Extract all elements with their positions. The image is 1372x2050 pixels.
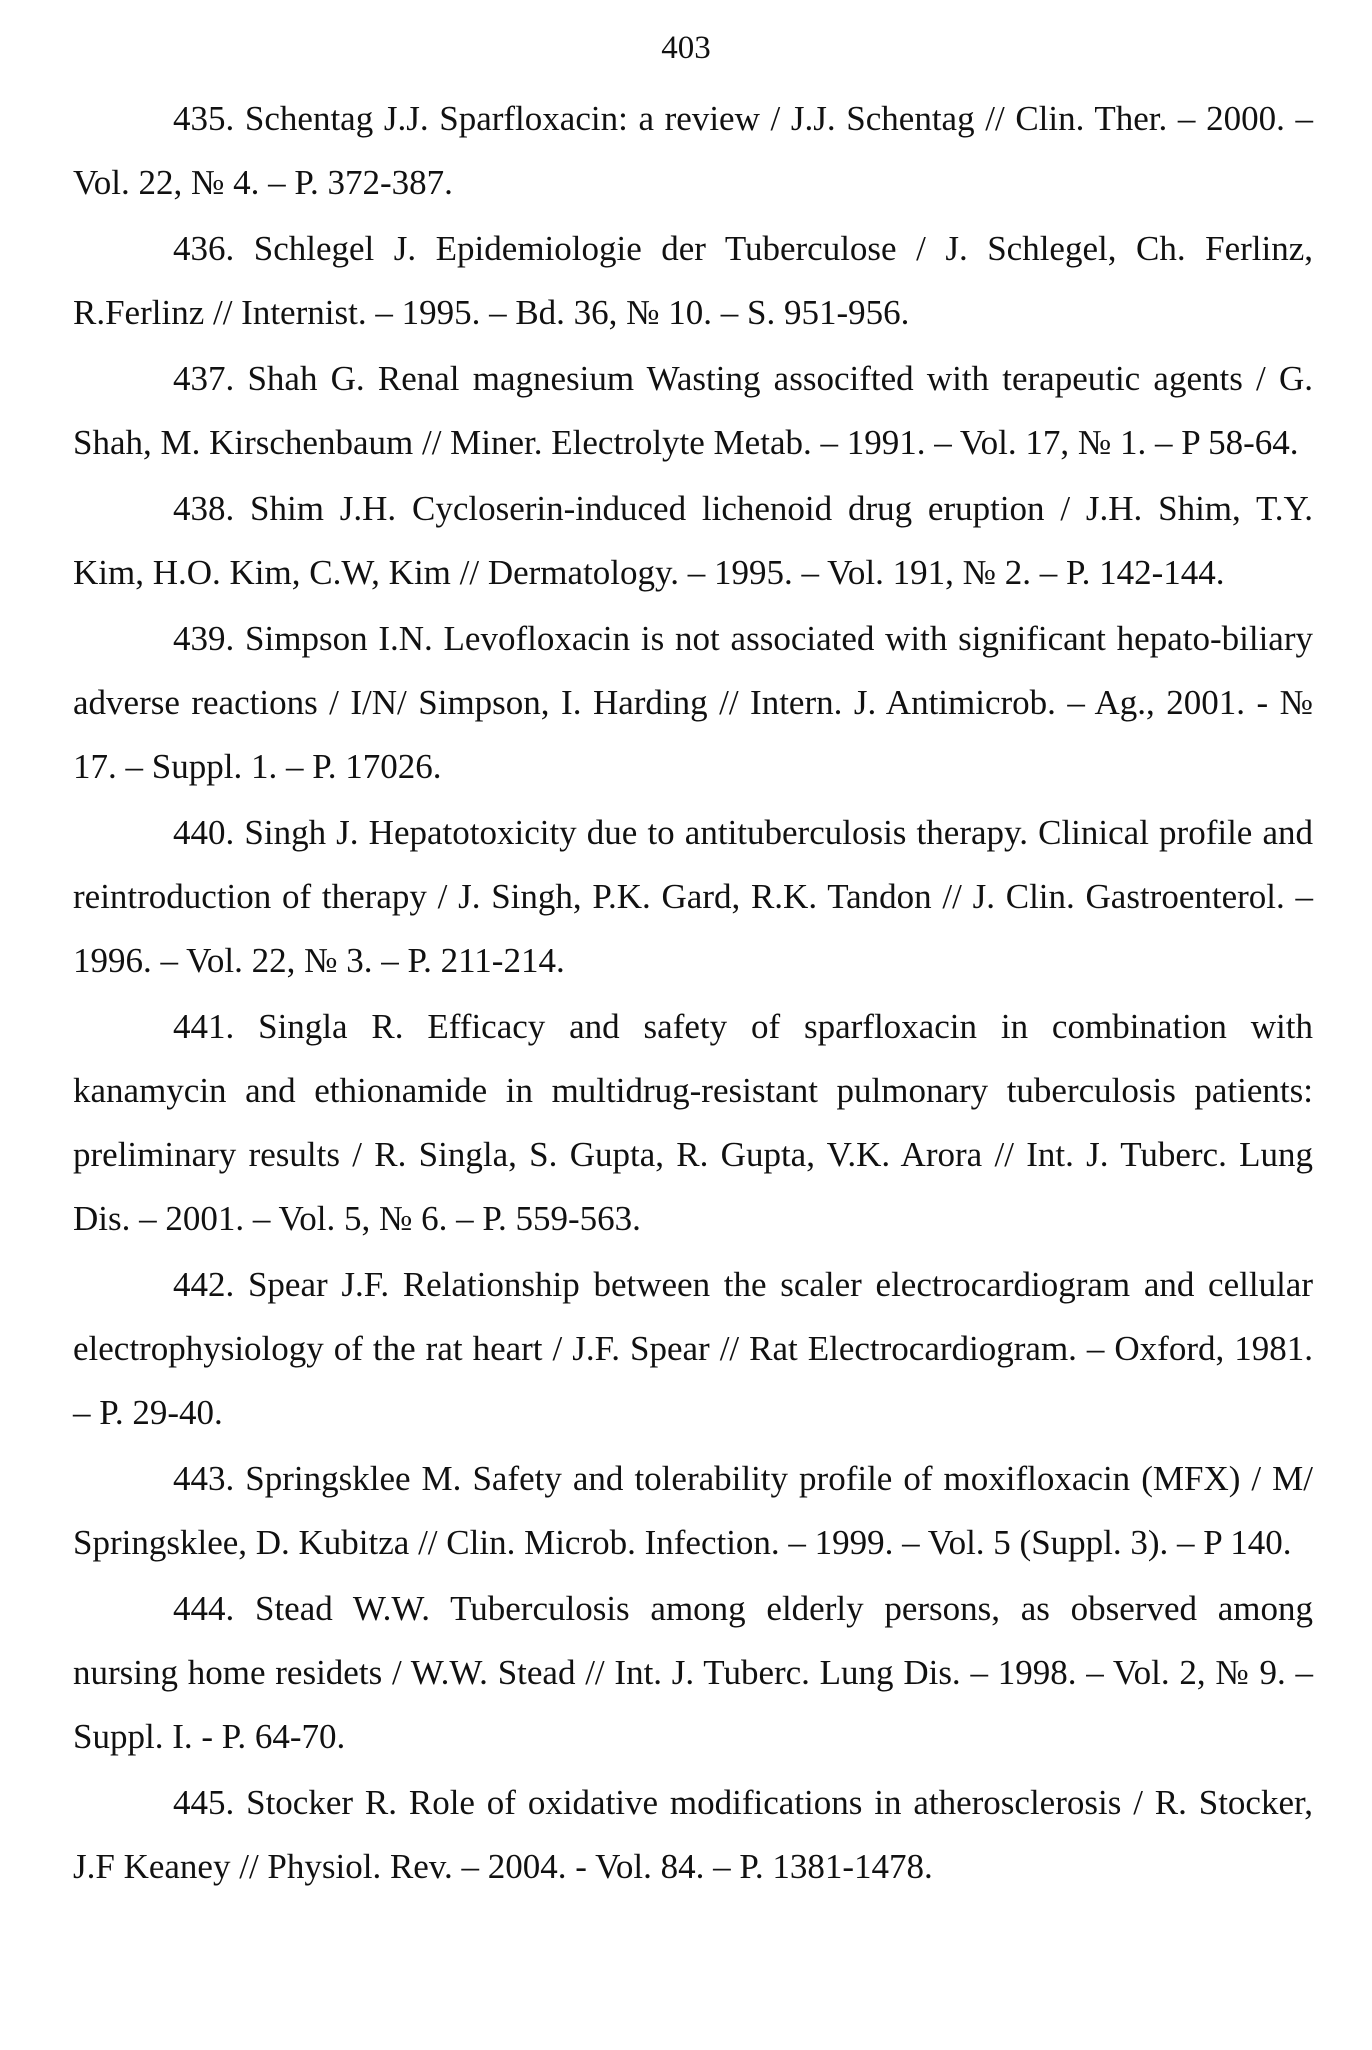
reference-item: 441. Singla R. Efficacy and safety of sparfloxacin in combination with kanamycin and ethionamide in multidrug-resistant pulmonary tuberculosis patients: preliminary results / R. Singla, S. Gupta, R. Gupta, V.K. Arora // Int. J. Tuberc. Lung Dis. – 2001. – Vol. 5, № 6. – P. 559-563. [73,1007,1313,1238]
reference-item: 439. Simpson I.N. Levofloxacin is not associated with significant hepato-biliary adverse reactions / I/N/ Simpson, I. Harding // Intern. J. Antimicrob. – Ag., 2001. - № 17. – Suppl. 1. – P. 17026. [73,619,1313,786]
reference-item: 442. Spear J.F. Relationship between the scaler electrocardiogram and cellular electrophysiology of the rat heart / J.F. Spear // Rat Electrocardiogram. – Oxford, 1981. – P. 29-40. [73,1265,1313,1432]
reference-item: 435. Schentag J.J. Sparfloxacin: a review / J.J. Schentag // Clin. Ther. – 2000. – Vol. 22, № 4. – P. 372-387. [73,99,1313,202]
page-number: 403 [661,30,711,66]
reference-item: 445. Stocker R. Role of oxidative modifications in atherosclerosis / R. Stocker, J.F Keaney // Physiol. Rev. – 2004. - Vol. 84. – P. 1381-1478. [73,1783,1313,1886]
reference-item: 436. Schlegel J. Epidemiologie der Tuberculose / J. Schlegel, Ch. Ferlinz, R.Ferlinz // Internist. – 1995. – Bd. 36, № 10. – S. 951-956. [73,229,1313,332]
reference-item: 440. Singh J. Hepatotoxicity due to antituberculosis therapy. Clinical profile and reintroduction of therapy / J. Singh, P.K. Gard, R.K. Tandon // J. Clin. Gastroenterol. – 1996. – Vol. 22, № 3. – P. 211-214. [73,813,1313,980]
reference-item: 438. Shim J.H. Cycloserin-induced lichenoid drug eruption / J.H. Shim, T.Y. Kim, H.O. Kim, C.W, Kim // Dermatology. – 1995. – Vol. 191, № 2. – P. 142-144. [73,489,1313,592]
reference-item: 443. Springsklee M. Safety and tolerability profile of moxifloxacin (MFX) / M/ Springsklee, D. Kubitza // Clin. Microb. Infection. – 1999. – Vol. 5 (Suppl. 3). – P 140. [73,1459,1313,1562]
reference-item: 444. Stead W.W. Tuberculosis among elderly persons, as observed among nursing home residets / W.W. Stead // Int. J. Tuberc. Lung Dis. – 1998. – Vol. 2, № 9. – Suppl. I. - P. 64-70. [73,1589,1313,1756]
reference-item: 437. Shah G. Renal magnesium Wasting associfted with terapeutic agents / G. Shah, M. Kirschenbaum // Miner. Electrolyte Metab. – 1991. – Vol. 17, № 1. – P 58-64. [73,359,1313,462]
reference-list [73,87,1313,1901]
